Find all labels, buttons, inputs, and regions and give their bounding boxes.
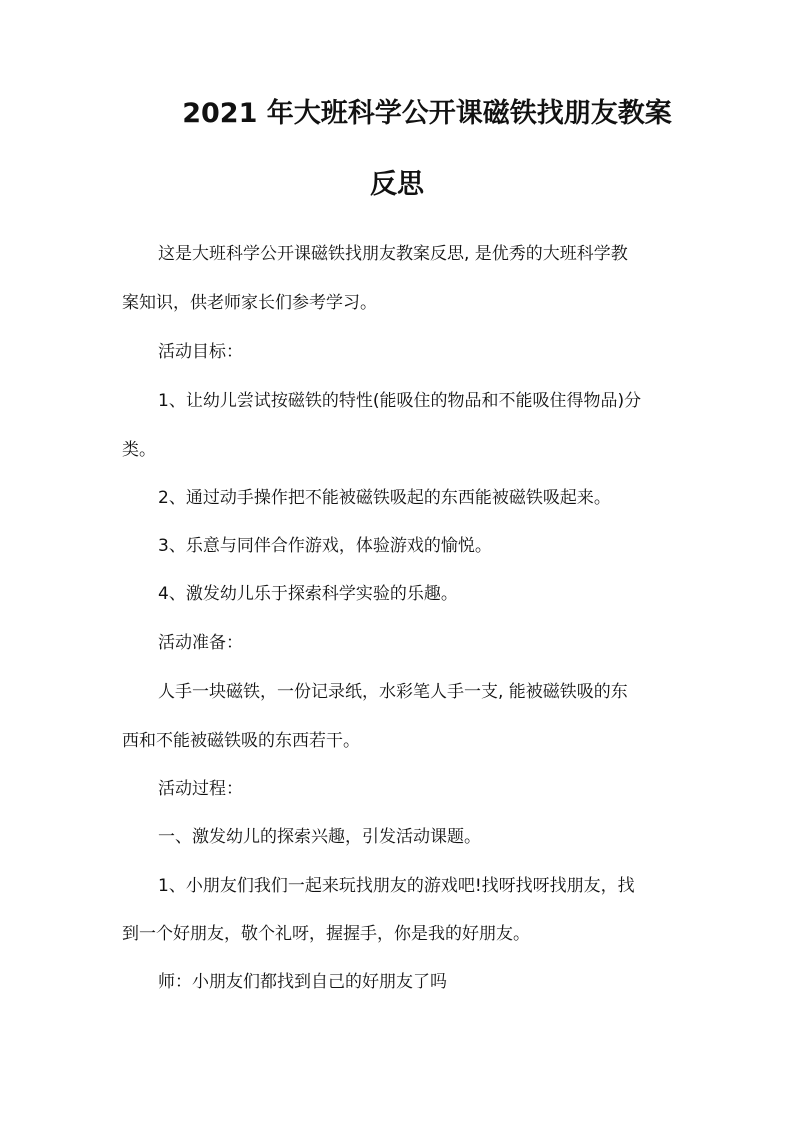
paragraph-line: 4、激发幼儿乐于探索科学实验的乐趣。 — [158, 584, 458, 604]
paragraph-line: 一、激发幼儿的探索兴趣，引发活动课题。 — [158, 827, 481, 847]
document-title-line-1: 2021 年大班科学公开课磁铁找朋友教案 — [182, 98, 672, 129]
section-heading: 活动过程： — [158, 779, 243, 799]
paragraph-line: 西和不能被磁铁吸的东西若干。 — [122, 731, 360, 751]
paragraph-line: 人手一块磁铁，一份记录纸，水彩笔人手一支, 能被磁铁吸的东 — [158, 682, 628, 702]
paragraph-line: 师：小朋友们都找到自己的好朋友了吗 — [158, 972, 447, 992]
paragraph-line: 类。 — [122, 440, 156, 460]
paragraph-line: 3、乐意与同伴合作游戏，体验游戏的愉悦。 — [158, 536, 492, 556]
paragraph-line: 1、让幼儿尝试按磁铁的特性(能吸住的物品和不能吸住得物品)分 — [158, 391, 642, 411]
paragraph-line: 2、通过动手操作把不能被磁铁吸起的东西能被磁铁吸起来。 — [158, 488, 611, 508]
paragraph-line: 1、小朋友们我们一起来玩找朋友的游戏吧!找呀找呀找朋友，找 — [158, 876, 635, 896]
section-heading: 活动准备： — [158, 633, 243, 653]
paragraph-line: 到一个好朋友，敬个礼呀，握握手，你是我的好朋友。 — [122, 924, 530, 944]
paragraph-line: 这是大班科学公开课磁铁找朋友教案反思, 是优秀的大班科学教 — [158, 244, 628, 264]
section-heading: 活动目标： — [158, 342, 243, 362]
document-title-line-2: 反思 — [370, 169, 424, 200]
paragraph-line: 案知识，供老师家长们参考学习。 — [122, 293, 377, 313]
